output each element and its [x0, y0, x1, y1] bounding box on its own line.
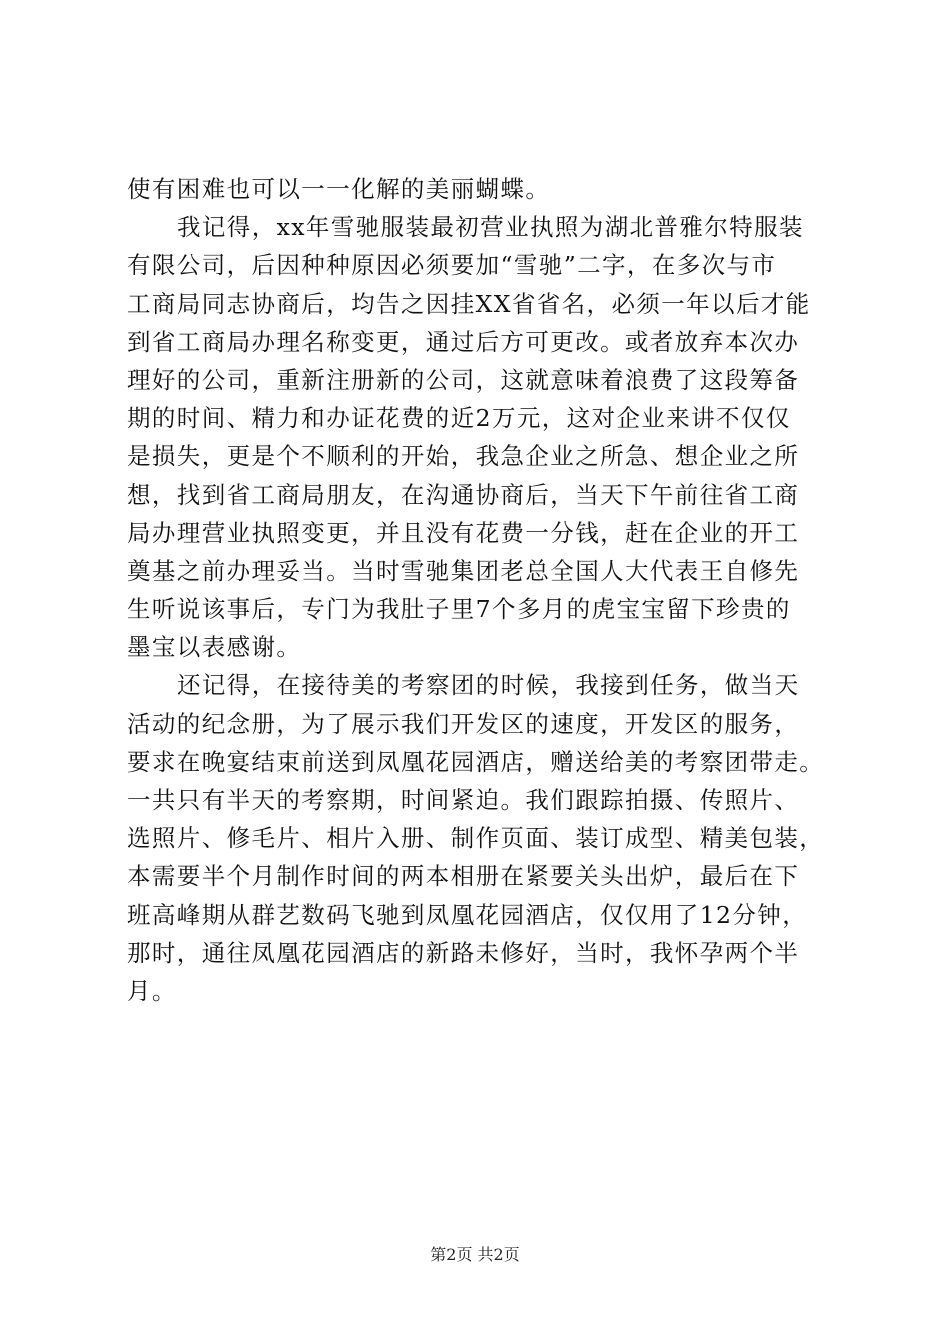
text-line: 选照片、修毛片、相片入册、制作页面、装订成型、精美包装， — [127, 824, 825, 853]
page-footer — [0, 1244, 950, 1266]
text-line: 期的时间、精力和办证花费的近2万元，这对企业来讲不仅仅 — [127, 404, 791, 433]
text-line: 活动的纪念册，为了展示我们开发区的速度，开发区的服务， — [127, 709, 800, 738]
text-line: 本需要半个月制作时间的两本相册在紧要关头出炉，最后在下 — [127, 862, 800, 891]
text-line: 想，找到省工商局朋友，在沟通协商后，当天下午前往省工商 — [127, 480, 800, 509]
text-line: 墨宝以表感谢。 — [127, 633, 302, 662]
text-line: 工商局同志协商后，均告之因挂XX省省名，必须一年以后才能 — [127, 289, 811, 318]
page-number-label: 第2页 共2页 — [430, 1245, 520, 1264]
text-line: 有限公司，后因种种原因必须要加“雪驰”二字，在多次与市 — [127, 251, 777, 280]
text-line: 理好的公司，重新注册新的公司，这就意味着浪费了这段筹备 — [127, 365, 800, 394]
text-line: 到省工商局办理名称变更，通过后方可更改。或者放弃本次办 — [127, 327, 800, 356]
paragraph-start-line: 我记得，xx年雪驰服装最初营业执照为湖北普雅尔特服装 — [177, 213, 804, 242]
text-line: 一共只有半天的考察期，时间紧迫。我们跟踪拍摄、传照片、 — [127, 786, 800, 814]
text-line: 是损失，更是个不顺利的开始，我急企业之所急、想企业之所 — [127, 442, 800, 471]
text-line: 要求在晚宴结束前送到凤凰花园酒店，赠送给美的考察团带走。 — [127, 747, 825, 776]
text-line: 月。 — [127, 976, 177, 1005]
text-line: 那时，通往凤凰花园酒店的新路未修好，当时，我怀孕两个半 — [127, 938, 800, 967]
text-line: 局办理营业执照变更，并且没有花费一分钱，赶在企业的开工 — [127, 518, 800, 547]
text-line: 班高峰期从群艺数码飞驰到凤凰花园酒店，仅仅用了12分钟， — [127, 900, 808, 929]
paragraph-start-line: 还记得，在接待美的考察团的时候，我接到任务，做当天 — [177, 671, 800, 700]
text-line: 奠基之前办理妥当。当时雪驰集团老总全国人大代表王自修先 — [127, 556, 800, 585]
text-line: 生听说该事后，专门为我肚子里7个多月的虎宝宝留下珍贵的 — [127, 595, 791, 624]
document-body — [127, 170, 847, 1010]
text-line: 使有困难也可以一一化解的美丽蝴蝶。 — [127, 175, 551, 203]
